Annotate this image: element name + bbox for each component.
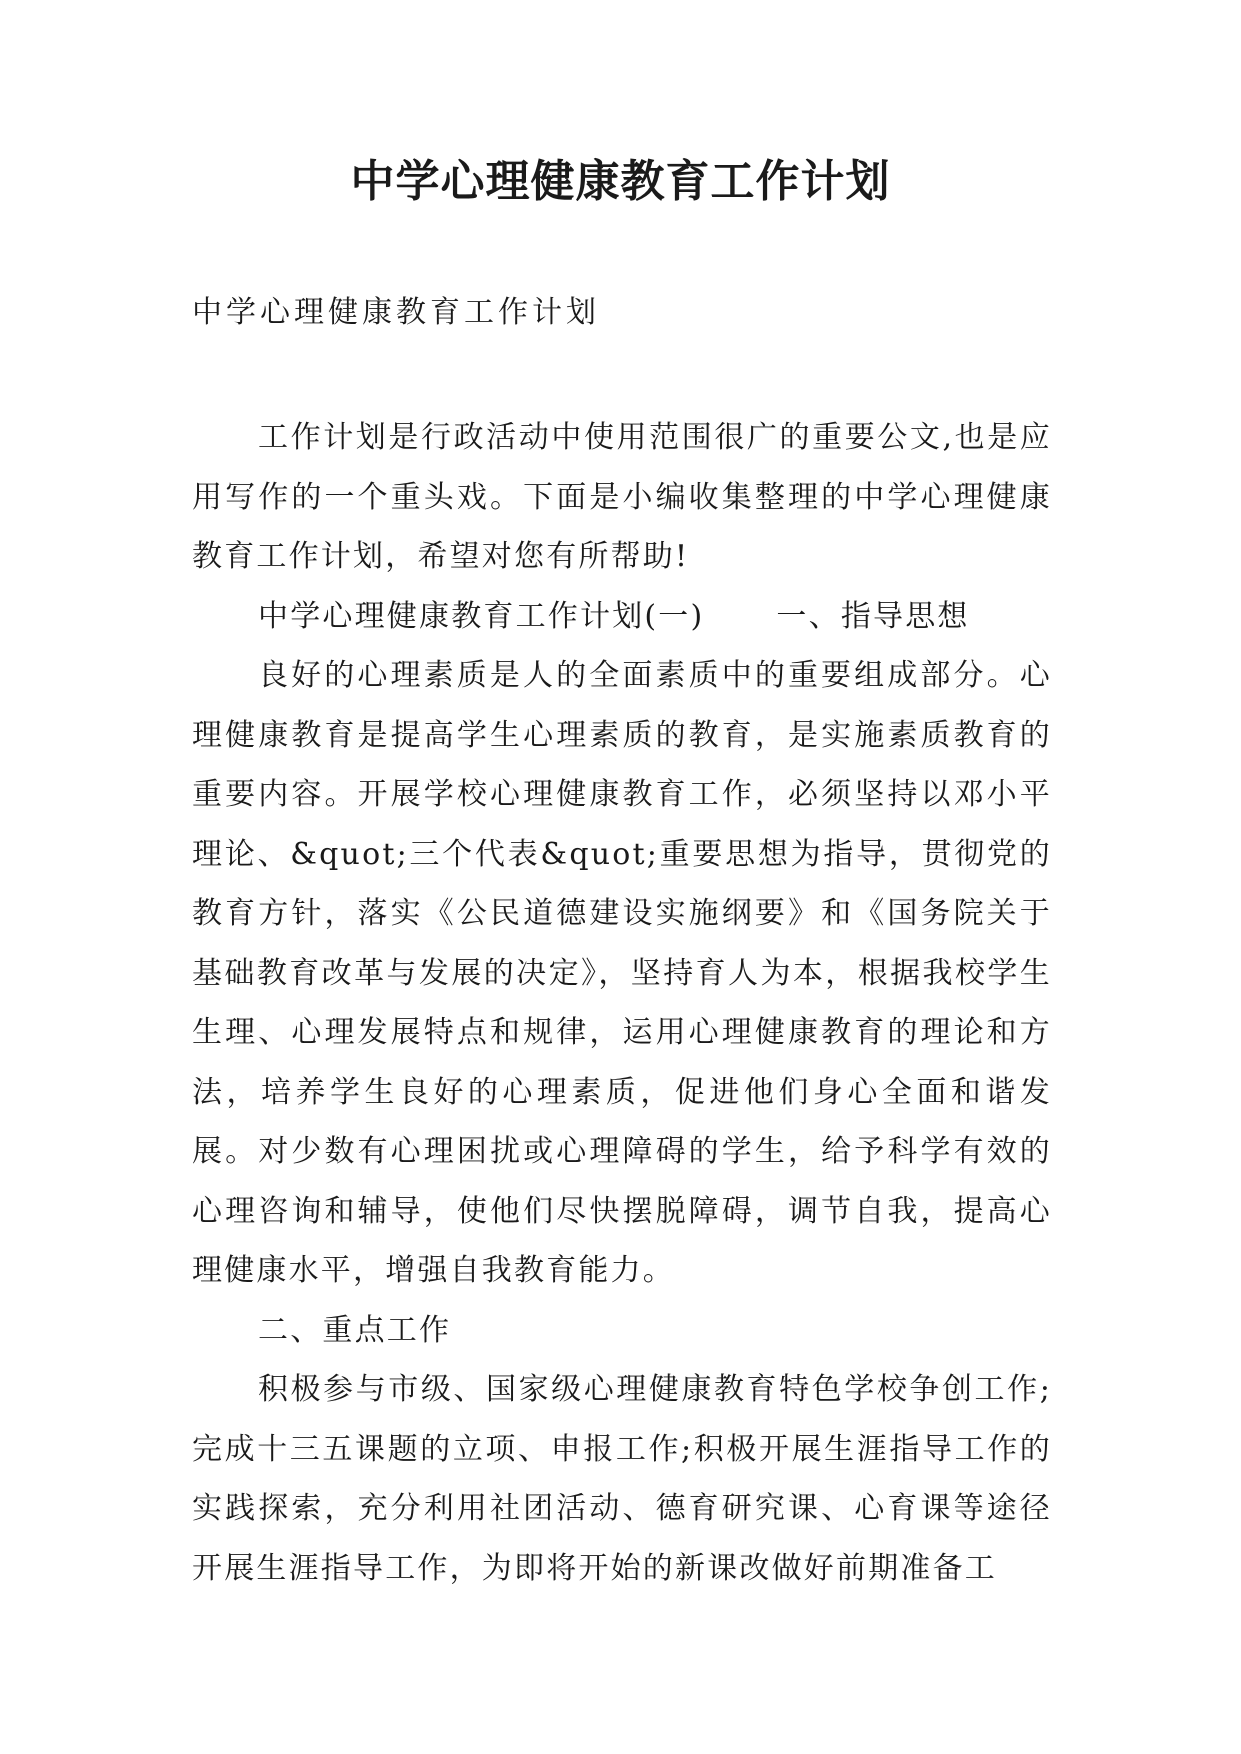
- document-title: 中学心理健康教育工作计划: [350, 156, 891, 207]
- document-subtitle: 中学心理健康教育工作计划: [192, 295, 600, 330]
- intro-paragraph: 工作计划是行政活动中使用范围很广的重要公文,也是应用写作的一个重头戏。下面是小编收集整理的中学心理健康教育工作计划，希望对您有所帮助!: [192, 420, 1052, 574]
- part-heading-line: [192, 587, 1052, 647]
- section-1-heading: 一、指导思想: [776, 598, 970, 634]
- section-1-paragraph: 良好的心理素质是人的全面素质中的重要组成部分。心理健康教育是提高学生心理素质的教育，是实施素质教育的重要内容。开展学校心理健康教育工作，必须坚持以邓小平理论、&quot;三个代表&quot;重要思想为指导，贯彻党的教育方针，落实《公民道德建设实施纲要》和《国务院关于基础教育改革与发展的决定》，坚持育人为本，根据我校学生生理、心理发展特点和规律，运用心理健康教育的理论和方法，培养学生良好的心理素质，促进他们身心全面和谐发展。对少数有心理困扰或心理障碍的学生，给予科学有效的心理咨询和辅导，使他们尽快摆脱障碍，调节自我，提高心理健康水平，增强自我教育能力。: [192, 658, 1052, 1288]
- section-2-heading: 二、重点工作: [258, 1312, 452, 1348]
- part-heading: 中学心理健康教育工作计划(一): [258, 598, 705, 634]
- section-2-paragraph: 积极参与市级、国家级心理健康教育特色学校争创工作;完成十三五课题的立项、申报工作;积极开展生涯指导工作的实践探索，充分利用社团活动、德育研究课、心育课等途径开展生涯指导工作，为即将开始的新课改做好前期准备工: [192, 1372, 1052, 1586]
- document-body: [192, 408, 1052, 1598]
